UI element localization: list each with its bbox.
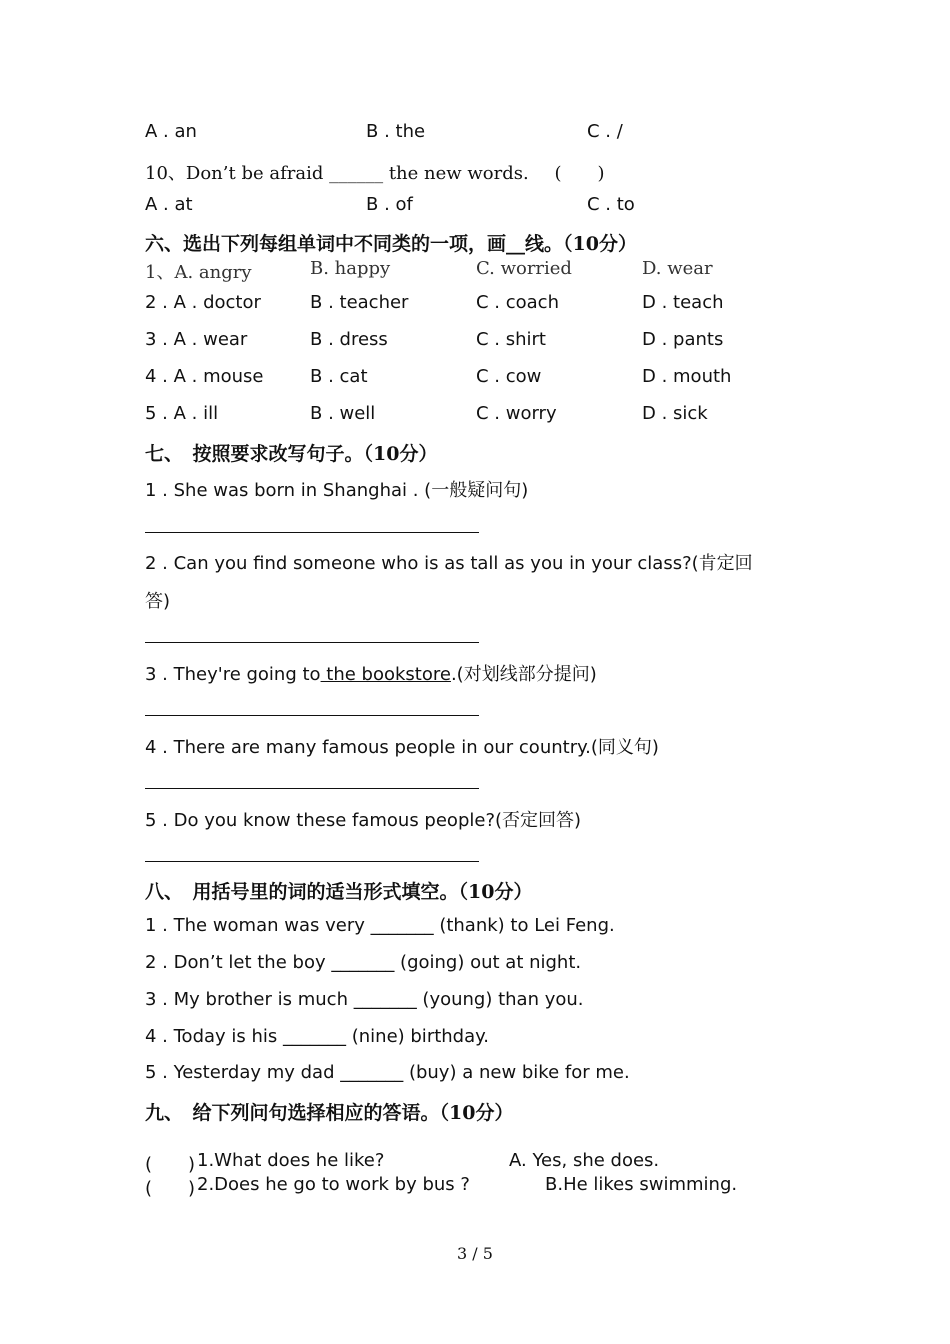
s7-answer-line-3 [145,715,479,716]
s7-answer-line-1 [145,532,479,533]
s7-answer-line-5 [145,861,479,862]
s7-question-5: 5 . Do you know these famous people?(否定回答) [145,810,582,831]
s7-question-1: 1 . She was born in Shanghai . (一般疑问句) [145,480,529,501]
s7-answer-line-4 [145,788,479,789]
q9-option-b: B . the [366,121,426,142]
s8-item-5: 5 . Yesterday my dad _______ (buy) a new bike for me. [145,1062,630,1083]
s6-row2-c: C . coach [476,292,559,313]
s7-q3-underlined: the bookstore [320,664,451,685]
s8-item-4: 4 . Today is his _______ (nine) birthday. [145,1026,489,1047]
s7-answer-line-2 [145,642,479,643]
s9-row1-paren: ( ) [145,1154,196,1175]
s7-question-4: 4 . There are many famous people in our country.(同义句) [145,737,659,758]
s6-row4-a: 4 . A . mouse [145,366,264,387]
s6-row5-a: 5 . A . ill [145,403,219,424]
q10-option-a: A . at [145,194,193,215]
s6-row2-d: D . teach [642,292,724,313]
s9-row1-answer: A. Yes, she does. [509,1150,660,1171]
s7-question-3 [145,660,597,686]
q10-answer-paren: ( ) [554,163,605,184]
s7-q3-prefix: 3 . They're going to [145,664,321,685]
q10-blank: ______ [329,163,384,184]
q9-option-a: A . an [145,121,197,142]
s6-row4-c: C . cow [476,366,542,387]
section7-title: 七、 按照要求改写句子。（10分） [145,443,438,465]
s7-question-2-line2: 答) [145,591,171,612]
s6-row1-b: B. happy [310,258,391,279]
q10-option-c: C . to [587,194,635,215]
s6-row1-a: 1、A. angry [145,262,252,283]
section6-title: 六、选出下列每组单词中不同类的一项，画__线。（10分） [145,233,637,255]
q10-suffix: the new words. [388,163,529,184]
s6-row3-a: 3 . A . wear [145,329,248,350]
s7-question-2-line1: 2 . Can you find someone who is as tall as you in your class?(肯定回 [145,553,753,574]
s6-row2-a: 2 . A . doctor [145,292,261,313]
s8-item-3: 3 . My brother is much _______ (young) than you. [145,989,584,1010]
q10-question [145,159,605,185]
s8-item-1: 1 . The woman was very _______ (thank) to Lei Feng. [145,915,615,936]
q10-option-b: B . of [366,194,413,215]
s9-row2-answer: B.He likes swimming. [545,1174,738,1195]
s9-row2-question: 2.Does he go to work by bus ? [197,1174,470,1195]
s6-row4-d: D . mouth [642,366,732,387]
s6-row1-c: C. worried [476,258,572,279]
q9-option-c: C . / [587,121,623,142]
s9-row1-question: 1.What does he like? [197,1150,385,1171]
s8-item-2: 2 . Don’t let the boy _______ (going) out at night. [145,952,582,973]
s9-row2-paren: ( ) [145,1178,196,1199]
section8-title: 八、 用括号里的词的适当形式填空。（10分） [145,881,533,903]
s6-row4-b: B . cat [310,366,368,387]
q10-prefix: 10、Don’t be afraid [145,163,324,184]
s7-q3-suffix: .(对划线部分提问) [450,664,597,685]
s6-row5-d: D . sick [642,403,708,424]
section9-title: 九、 给下列问句选择相应的答语。（10分） [145,1102,514,1124]
s6-row2-b: B . teacher [310,292,409,313]
page-number: 3 / 5 [457,1244,493,1263]
s6-row1-d: D. wear [642,258,713,279]
s6-row3-b: B . dress [310,329,388,350]
s6-row3-c: C . shirt [476,329,546,350]
s6-row5-b: B . well [310,403,376,424]
s6-row5-c: C . worry [476,403,557,424]
s6-row3-d: D . pants [642,329,724,350]
